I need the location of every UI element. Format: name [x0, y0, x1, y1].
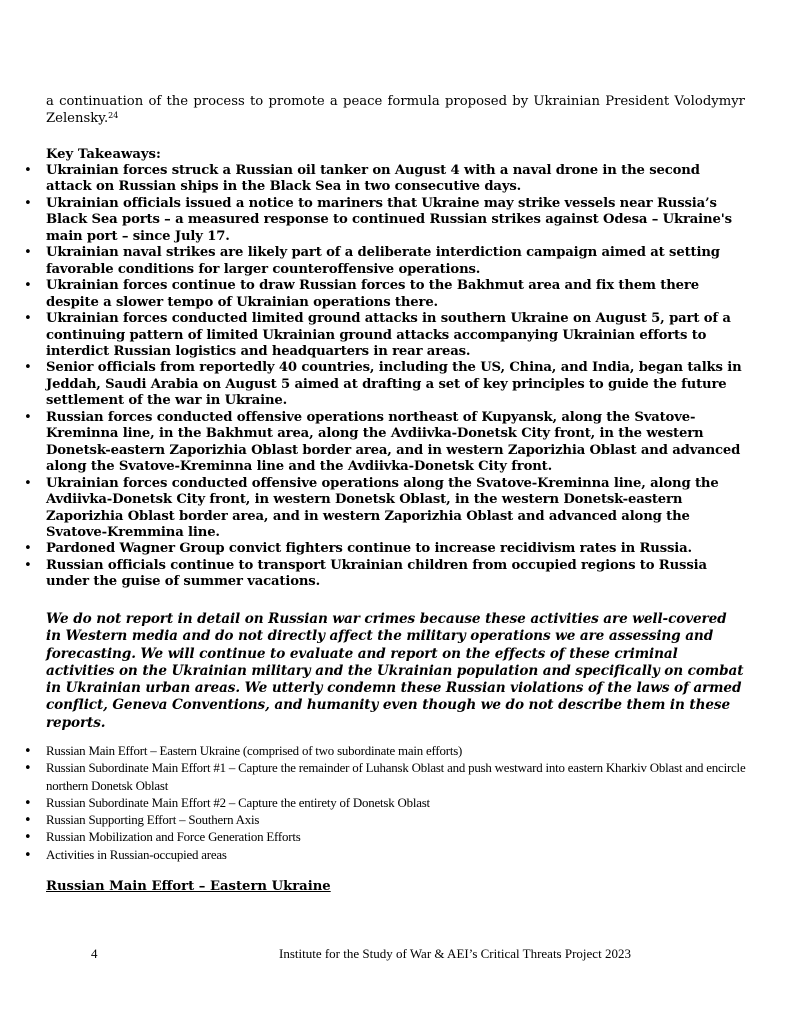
takeaway-item: • Ukrainian forces conducted offensive operations along the Svatove-Kreminna line, along the Avdiivka-Donetsk City front, in western Donetsk Oblast, in the western Donetsk-eastern Zaporizhia Oblast border area, and in western Zaporizhia Oblast and advanced along the Svatove-Kremmina line.: [46, 476, 746, 542]
takeaway-item: • Russian officials continue to transport Ukrainian children from occupied regions to Russia under the guise of summer vacations.: [46, 558, 746, 591]
takeaway-item: • Senior officials from reportedly 40 countries, including the US, China, and India, began talks in Jeddah, Saudi Arabia on August 5 aimed at drafting a set of key principles to guide the future settlement of the war in Ukraine.: [46, 360, 746, 409]
efforts-list: [46, 743, 756, 864]
intro-paragraph: [46, 93, 745, 127]
effort-item: • Russian Main Effort – Eastern Ukraine (comprised of two subordinate main efforts): [46, 743, 756, 760]
intro-text: a continuation of the process to promote a peace formula proposed by Ukrainian President Volodymyr Zelensky.: [46, 94, 745, 126]
takeaway-item: • Ukrainian forces conducted limited ground attacks in southern Ukraine on August 5, part of a continuing pattern of limited Ukrainian ground attacks accompanying Ukrainian efforts to interdict Russian logistics and headquarters in rear areas.: [46, 311, 746, 360]
takeaway-item: • Russian forces conducted offensive operations northeast of Kupyansk, along the Svatove-Kreminna line, in the Bakhmut area, along the Avdiivka-Donetsk City front, in the western Donetsk-eastern Zaporizhia Oblast border area, and in western Zaporizhia Oblast and advanced along the Svatove-Kreminna line and the Avdiivka-Donetsk City front.: [46, 410, 746, 476]
takeaway-item: • Pardoned Wagner Group convict fighters continue to increase recidivism rates in Russia.: [46, 541, 746, 557]
section-heading: Russian Main Effort – Eastern Ukraine: [46, 879, 331, 894]
war-crimes-note: We do not report in detail on Russian war crimes because these activities are well-covered in Western media and do not directly affect the military operations we are assessing and forecasting. We will continue to evaluate and report on the effects of these criminal activities on the Ukrainian military and the Ukrainian population and specifically on combat in Ukrainian urban areas. We utterly condemn these Russian violations of the laws of armed conflict, Geneva Conventions, and humanity even though we do not describe them in these reports.: [46, 611, 744, 731]
key-takeaways-heading: Key Takeaways:: [46, 147, 161, 162]
takeaway-item: • Ukrainian naval strikes are likely part of a deliberate interdiction campaign aimed at setting favorable conditions for larger counteroffensive operations.: [46, 245, 746, 278]
effort-item: • Russian Subordinate Main Effort #1 – Capture the remainder of Luhansk Oblast and push westward into eastern Kharkiv Oblast and encircle northern Donetsk Oblast: [46, 760, 756, 795]
effort-item: • Russian Mobilization and Force Generation Efforts: [46, 829, 756, 846]
effort-item: • Russian Subordinate Main Effort #2 – Capture the entirety of Donetsk Oblast: [46, 795, 756, 812]
effort-item: • Russian Supporting Effort – Southern Axis: [46, 812, 756, 829]
takeaway-item: • Ukrainian officials issued a notice to mariners that Ukraine may strike vessels near Russia’s Black Sea ports – a measured response to continued Russian strikes against Odesa – Ukraine's main port – since July 17.: [46, 196, 746, 245]
page-number: 4: [91, 946, 98, 961]
effort-item: • Activities in Russian-occupied areas: [46, 847, 756, 864]
key-takeaways-list: [46, 163, 746, 591]
takeaway-item: • Ukrainian forces continue to draw Russian forces to the Bakhmut area and fix them there despite a slower tempo of Ukrainian operations there.: [46, 278, 746, 311]
footer-organization: Institute for the Study of War & AEI’s Critical Threats Project 2023: [279, 946, 631, 961]
takeaway-item: • Ukrainian forces struck a Russian oil tanker on August 4 with a naval drone in the second attack on Russian ships in the Black Sea in two consecutive days.: [46, 163, 746, 196]
footnote-marker: 24: [108, 111, 119, 120]
